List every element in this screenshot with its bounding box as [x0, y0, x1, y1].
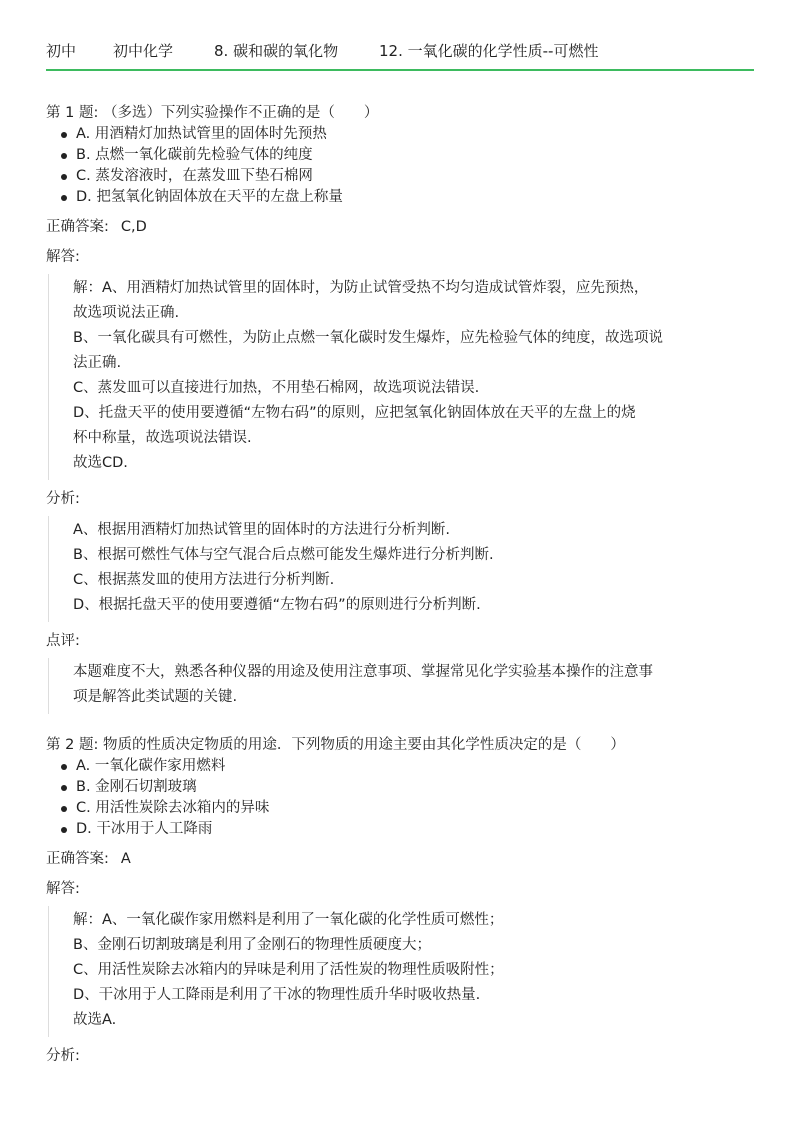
solution-line: 杯中称量，故选项说法错误.	[73, 430, 252, 446]
solution-line: 故选项说法正确.	[73, 305, 180, 321]
solution-line: 故选CD.	[73, 455, 128, 471]
analysis-line: C、根据蒸发皿的使用方法进行分析判断.	[73, 572, 335, 588]
bullet-icon	[61, 785, 67, 791]
solution-line: B、一氧化碳具有可燃性，为防止点燃一氧化碳时发生爆炸，应先检验气体的纯度，故选项说	[73, 330, 663, 346]
breadcrumb-subject: 初中化学	[113, 42, 174, 60]
option-b: B. 点燃一氧化碳前先检验气体的纯度	[46, 145, 756, 166]
analysis-label: 分析:	[46, 491, 80, 507]
solution-body	[48, 906, 756, 1037]
answer-value: C,D	[120, 219, 147, 235]
correct-answer	[46, 216, 756, 238]
bullet-icon	[61, 174, 67, 180]
question-2	[46, 734, 756, 1067]
header-divider	[46, 69, 754, 71]
analysis-body	[48, 516, 756, 622]
question-title: 第 1 题: （多选）下列实验操作不正确的是（ ）	[46, 105, 379, 121]
option-a: A. 一氧化碳作家用燃料	[46, 756, 756, 777]
bullet-icon	[61, 827, 67, 833]
solution-body	[48, 274, 756, 480]
solution-line: 解：A、用酒精灯加热试管里的固体时，为防止试管受热不均匀造成试管炸裂，应先预热，	[73, 280, 649, 296]
bullet-icon	[61, 153, 67, 159]
comment-body	[48, 658, 756, 714]
option-list	[46, 124, 756, 208]
bullet-icon	[61, 764, 67, 770]
solution-label: 解答:	[46, 881, 80, 897]
option-d: D. 把氢氧化钠固体放在天平的左盘上称量	[46, 187, 756, 208]
question-1	[46, 102, 756, 714]
comment-line: 本题难度不大，熟悉各种仪器的用途及使用注意事项、掌握常见化学实验基本操作的注意事	[73, 664, 653, 680]
solution-label: 解答:	[46, 249, 80, 265]
analysis-line: B、根据可燃性气体与空气混合后点燃可能发生爆炸进行分析判断.	[73, 547, 494, 563]
solution-line: 故选A.	[73, 1012, 117, 1028]
question-title: 第 2 题: 物质的性质决定物质的用途．下列物质的用途主要由其化学性质决定的是（ ）	[46, 737, 625, 753]
breadcrumb-level: 初中	[46, 42, 77, 60]
analysis-line: D、根据托盘天平的使用要遵循“左物右码”的原则进行分析判断.	[73, 597, 481, 613]
answer-value: A	[120, 851, 131, 867]
correct-answer	[46, 848, 756, 870]
analysis-line: A、根据用酒精灯加热试管里的固体时的方法进行分析判断.	[73, 522, 451, 538]
answer-label: 正确答案:	[46, 219, 109, 235]
solution-line: B、金刚石切割玻璃是利用了金刚石的物理性质硬度大；	[73, 937, 431, 953]
option-a: A. 用酒精灯加热试管里的固体时先预热	[46, 124, 756, 145]
bullet-icon	[61, 132, 67, 138]
comment-line: 项是解答此类试题的关键.	[73, 689, 238, 705]
option-b: B. 金刚石切割玻璃	[46, 777, 756, 798]
breadcrumb-topic: 12. 一氧化碳的化学性质--可燃性	[379, 42, 599, 60]
comment-label: 点评:	[46, 633, 80, 649]
solution-line: 解：A、一氧化碳作家用燃料是利用了一氧化碳的化学性质可燃性；	[73, 912, 504, 928]
solution-line: C、蒸发皿可以直接进行加热，不用垫石棉网，故选项说法错误.	[73, 380, 480, 396]
solution-line: D、干冰用于人工降雨是利用了干冰的物理性质升华时吸收热量.	[73, 987, 481, 1003]
breadcrumb-chapter: 8. 碳和碳的氧化物	[214, 42, 339, 60]
option-c: C. 蒸发溶液时，在蒸发皿下垫石棉网	[46, 166, 756, 187]
solution-line: D、托盘天平的使用要遵循“左物右码”的原则，应把氢氧化钠固体放在天平的左盘上的烧	[73, 405, 636, 421]
solution-line: C、用活性炭除去冰箱内的异味是利用了活性炭的物理性质吸附性；	[73, 962, 504, 978]
solution-line: 法正确.	[73, 355, 122, 371]
bullet-icon	[61, 195, 67, 201]
breadcrumb	[46, 40, 754, 62]
bullet-icon	[61, 806, 67, 812]
option-list	[46, 756, 756, 840]
option-d: D. 干冰用于人工降雨	[46, 819, 756, 840]
analysis-label: 分析:	[46, 1048, 80, 1064]
option-c: C. 用活性炭除去冰箱内的异味	[46, 798, 756, 819]
answer-label: 正确答案:	[46, 851, 109, 867]
